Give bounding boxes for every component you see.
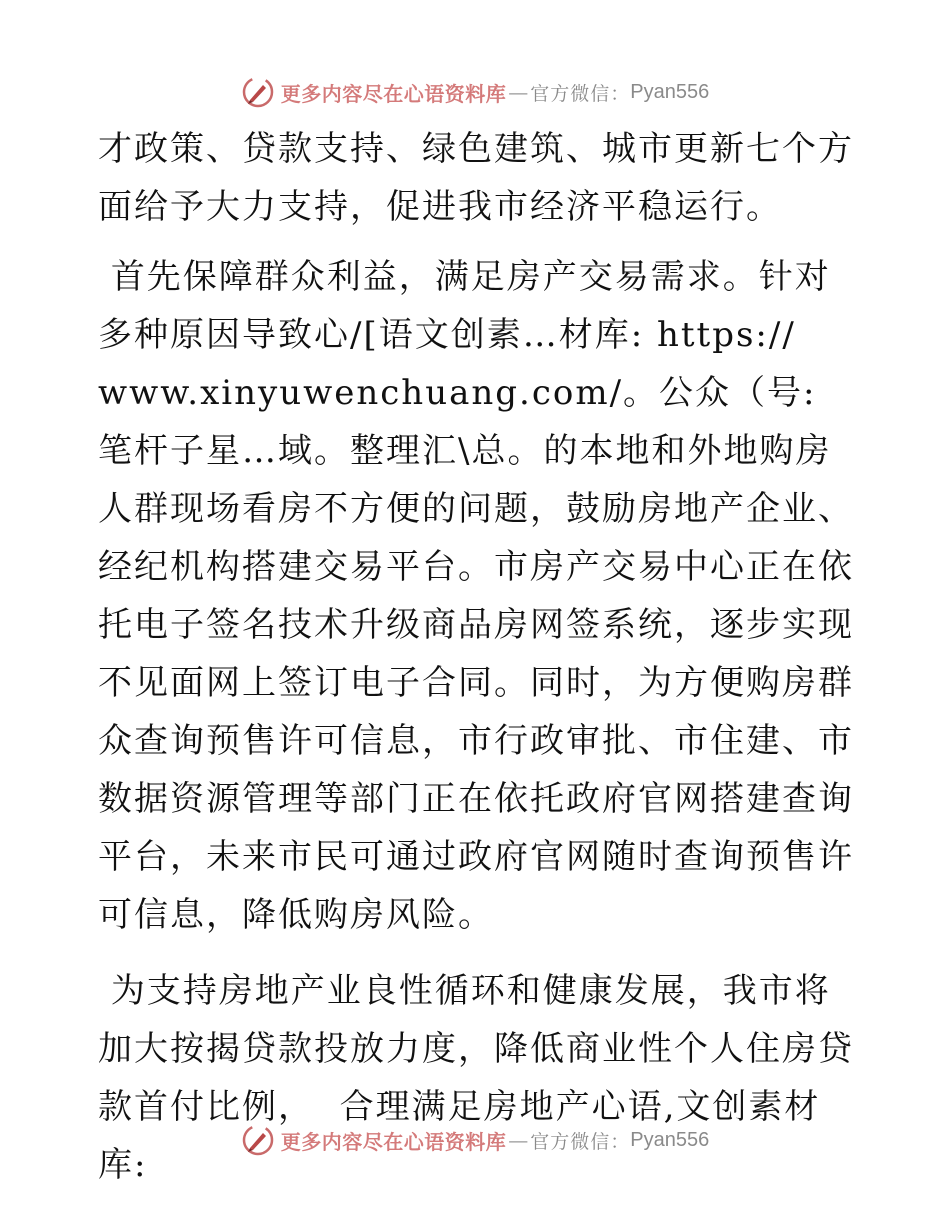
- watermark-dash: —: [508, 1128, 529, 1152]
- paragraph-2: 首先保障群众利益，满足房产交易需求。针对多种原因导致心/[语文创素…材库: https:// www.xinyuwenchuang.com/。公众（号: 笔杆子星…域。整理汇\总。的本地和外地购房人群现场看房不方便的问题，鼓励房地产企业、经纪机构搭建交易平台。市房产交易中心正在依托电子签名技术升级商品房网签系统，逐步实现不见面网上签订电子合同。同时，为方便购房群众查询预售许可信息，市行政审批、市住建、市数据资源管理等部门正在依托政府官网搭建查询平台，未来市民可通过政府官网随时查询预售许可信息，降低购房风险。: [98, 257, 854, 935]
- watermark-dash: —: [508, 80, 529, 104]
- pen-logo-icon: [241, 1123, 275, 1157]
- footer-watermark: [0, 1120, 950, 1160]
- wechat-label: 官方微信：: [530, 82, 631, 105]
- paragraph-3: 为支持房地产业良性循环和健康发展，我市将加大按揭贷款投放力度，降低商业性个人住房贷款首付比例， 合理满足房地产心语,文创素材库:: [98, 971, 854, 1185]
- watermark-text: 更多内容尽在心语资料库: [280, 81, 507, 106]
- wechat-label: 官方微信：: [530, 1130, 631, 1153]
- document-body: [98, 120, 858, 1194]
- paragraph-1: 才政策、贷款支持、绿色建筑、城市更新七个方面给予大力支持，促进我市经济平稳运行。: [98, 129, 854, 227]
- pen-logo-icon: [241, 75, 275, 109]
- watermark-text: 更多内容尽在心语资料库: [280, 1129, 507, 1154]
- header-watermark: [0, 72, 950, 112]
- wechat-id: Pyan556: [630, 80, 710, 103]
- wechat-id: Pyan556: [630, 1128, 710, 1151]
